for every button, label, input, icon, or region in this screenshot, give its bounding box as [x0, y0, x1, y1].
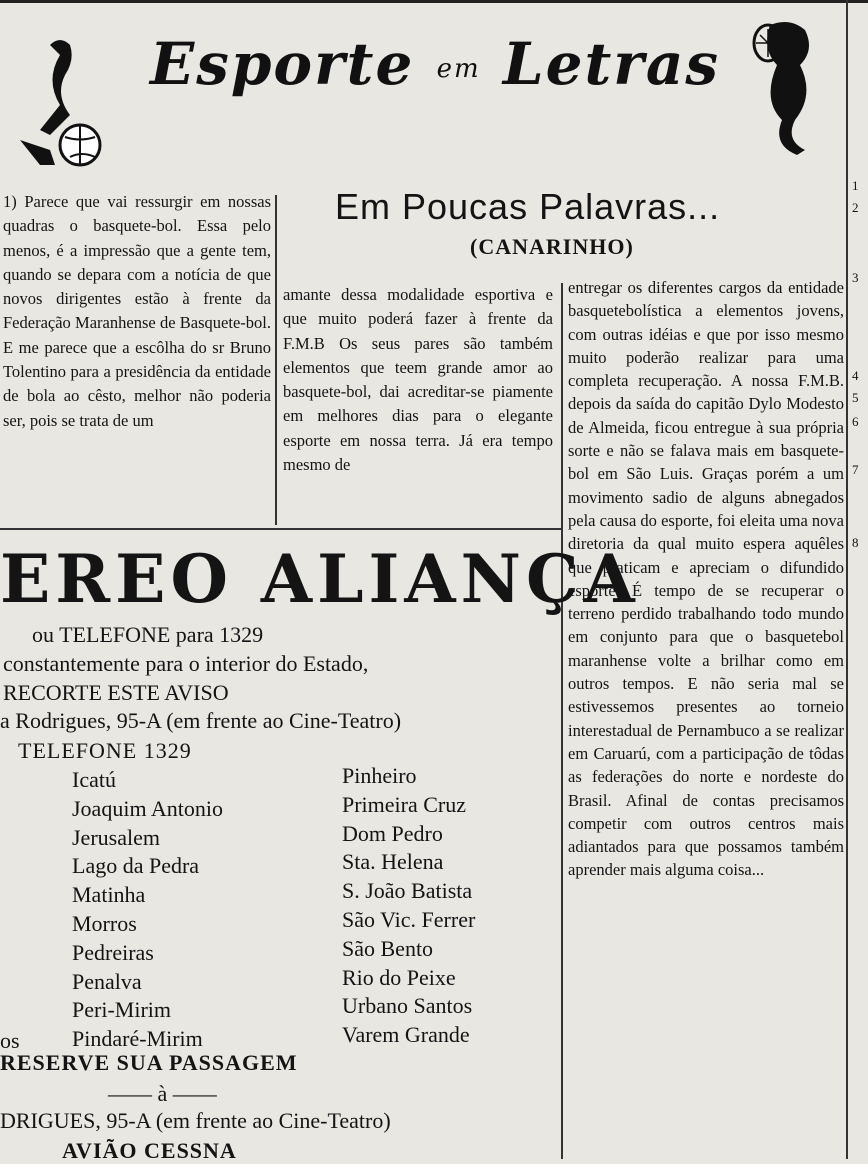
- margin-number: 6: [852, 414, 859, 429]
- town-item: Icatú: [72, 767, 116, 792]
- basketball-player-illustration: [10, 25, 120, 175]
- tennis-player-illustration: [740, 15, 830, 155]
- town-item: Jerusalem: [72, 824, 160, 850]
- town-item: Dom Pedro: [342, 820, 443, 846]
- margin-number: 1: [852, 178, 859, 193]
- town-item: Morros: [72, 910, 137, 936]
- town-item: São Bento: [342, 935, 434, 961]
- town-item: Varem Grande: [342, 1022, 470, 1048]
- masthead-title: [150, 30, 720, 98]
- town-item: Sta. Helena: [342, 849, 444, 875]
- town-item: Urbano Santos: [342, 993, 473, 1019]
- margin-number: 5: [852, 390, 859, 405]
- town-item: Rio do Peixe: [342, 964, 456, 990]
- town-item: Joaquim Antonio: [72, 795, 223, 821]
- margin-number: 7: [852, 462, 859, 477]
- town-item: Peri-Mirim: [72, 997, 171, 1023]
- masthead: [40, 10, 840, 160]
- masthead-title-part2: Letras: [502, 30, 721, 98]
- ad-line: a Rodrigues, 95-A (em frente ao Cine-Teatro): [0, 708, 402, 733]
- ad-line: TELEFONE 1329: [18, 738, 192, 763]
- ad-line: constantemente para o interior do Estado,: [3, 651, 369, 676]
- ad-reserve: RESERVE SUA PASSAGEM: [0, 1050, 298, 1075]
- column-rule: [846, 0, 848, 1159]
- town-item: Penalva: [72, 968, 142, 994]
- top-rule: [0, 0, 868, 3]
- margin-number: 2: [852, 200, 859, 215]
- town-item: Pindaré-Mirim: [72, 1026, 203, 1052]
- ad-line: ou TELEFONE para 1329: [32, 622, 264, 647]
- ad-fragment: os: [0, 1028, 20, 1053]
- ad-aviao: AVIÃO CESSNA: [62, 1138, 237, 1163]
- ad-line: —— à ——: [108, 1081, 217, 1106]
- town-item: Lago da Pedra: [72, 853, 200, 879]
- margin-number: 8: [852, 535, 859, 550]
- ad-line: RECORTE ESTE AVISO: [3, 680, 229, 705]
- article-column-1: [3, 190, 271, 433]
- article-column-2: [283, 283, 553, 477]
- town-item: S. João Batista: [342, 878, 473, 904]
- section-rule: [0, 528, 561, 530]
- town-item: Matinha: [72, 882, 146, 908]
- town-item: Primeira Cruz: [342, 791, 467, 817]
- column-rule: [275, 195, 277, 525]
- town-item: São Vic. Ferrer: [342, 906, 476, 932]
- masthead-title-part1: Esporte: [150, 30, 415, 98]
- article-text: 1) Parece que vai ressurgir em nossas quadras o basquete-bol. Essa pelo menos, é a impressão que a gente tem, quando se depara com a notícia de que novos dirigentes estão à frente da Federação Maranhense de Basquete-bol. E me parece que a escôlha do sr Bruno Tolentino para a presidência da entidade de bola ao cêsto, melhor não poderia ser, pois se trata de um: [3, 192, 271, 430]
- town-item: Pinheiro: [342, 763, 417, 788]
- article-headline: Em Poucas Palavras...: [335, 186, 721, 227]
- article-text: entregar os diferentes cargos da entidade basquetebolística a elementos jovens, com outras idéias e que por isso mesmo muito poderão realizar para uma completa recuperação. A nossa F.M.B. depois da saída do capitão Dylo Modesto de Almeida, ficou entregue à sua própria sorte e não se falava mais em basquete-bol em São Luis. Graças porém a um movimento sadio de alguns abnegados pela causa do esporte, foi eleita uma nova diretoria da qual muito espera aquêles que praticam e apreciam o difundido esporte. É tempo de se recuperar o terreno perdido trabalhando todo mundo em conjunto para que o basquetebol maranhense volte a brilhar como em outros tempos. E não seria mal se estivessemos presentes ao torneio interestadual de Pernambuco a se realizar em Caruarú, com a participação de tôdas as federações do norte e nordeste do Brasil. Afinal de contas precisamos competir com outros centros mais adiantados para que possamos também aprender mais alguma coisa...: [568, 278, 844, 880]
- ad-address: DRIGUES, 95-A (em frente ao Cine-Teatro): [0, 1108, 391, 1133]
- margin-number: 4: [852, 368, 859, 383]
- towns-right-list: [342, 762, 475, 1050]
- article-byline: (CANARINHO): [470, 234, 634, 259]
- ad-title: EREO ALIANÇA: [0, 540, 640, 618]
- towns-left-list: [72, 766, 223, 1054]
- town-item: Pedreiras: [72, 939, 154, 965]
- masthead-title-em: em: [436, 54, 481, 84]
- column-rule: [561, 283, 563, 1159]
- article-text: amante dessa modalidade esportiva e que muito poderá fazer à frente da F.M.B Os seus pares são também elementos que teem grande amor ao basquete-bol, dai acreditar-se piamente em melhores dias para o elegante esporte em nossa terra. Já era tempo mesmo de: [283, 285, 553, 475]
- margin-number: 3: [852, 270, 859, 285]
